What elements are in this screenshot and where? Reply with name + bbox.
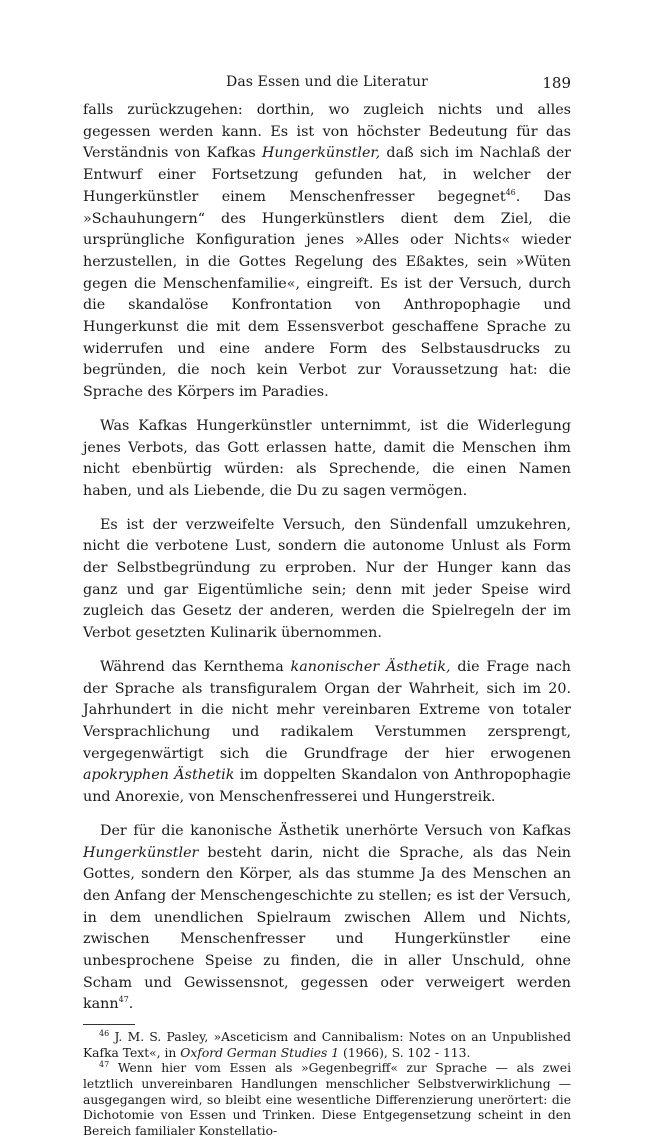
- body-text: [83, 100, 571, 1016]
- page-number: 189: [542, 74, 571, 92]
- footnotes: [83, 1024, 571, 1139]
- footnote-divider: [83, 1024, 135, 1025]
- emphasis-apokryphen-aesthetik: apokryphen Ästhetik: [83, 767, 235, 784]
- footnote-mark: 47: [99, 1060, 110, 1070]
- emphasis-kanonischer-aesthetik: kanonischer Ästhetik,: [290, 658, 451, 675]
- running-header: [83, 74, 571, 96]
- footnote-mark: 46: [99, 1029, 110, 1039]
- paragraph-3: Es ist der verzweifelte Versuch, den Sündenfall umzukehren, nicht die verbotene Lust, sondern die autonome Unlust als Form der Selbstbegründung zu erproben. Nur der Hunger kann das ganz und gar Eigentümliche sein; denn mit jeder Speise wird zugleich das Gesetz der anderen, werden die Spielregeln der im Verbot gesetzten Kulinarik übernommen.: [83, 516, 571, 642]
- journal-title: Oxford German Studies 1: [180, 1045, 340, 1060]
- paragraph-2: Was Kafkas Hungerkünstler unternimmt, ist die Widerlegung jenes Verbots, das Gott erlassen hatte, damit die Menschen ihm nicht ebenbürtig würden: als Sprechende, die einen Namen haben, und als Liebende, die Du zu sagen vermögen.: [83, 417, 571, 499]
- footnote-ref-46[interactable]: 46: [505, 188, 516, 198]
- work-title: Hungerkünstler,: [261, 145, 381, 162]
- book-page: [83, 74, 571, 1139]
- paragraph-1: falls zurückzugehen: dorthin, wo zugleich nichts und alles gegessen werden kann. Es ist von höchster Bedeutung für das Verständnis von Kafkas Hungerkünstler, daß sich im Nachlaß der Entwurf einer Fortsetzung gefunden hat, in welcher der Hungerkünstler einem Menschenfresser begegnet$^{46}$. Das »Schauhungern“ des Hungerkünstlers dient dem Ziel, die ursprüngliche Konfiguration jenes »Alles oder Nichts« wieder herzustellen, in die Gottes Regelung des Eßaktes, sein »Wüten gegen die Menschenfamilie«, eingreift. Es ist der Versuch, durch die skandalöse Konfrontation von Anthropophagie und Hungerkunst die mit dem Essensverbot geschaffene Sprache zu widerrufen und eine andere Form des Selbstausdrucks zu begründen, die noch kein Verbot zur Voraussetzung hat: die Sprache des Körpers im Paradies.: [83, 102, 572, 401]
- footnote-ref-47[interactable]: 47: [118, 995, 129, 1005]
- paragraph-4: Während das Kernthema kanonischer Ästhetik, die Frage nach der Sprache als transfiguralem Organ der Wahrheit, sich im 20. Jahrhundert in die nicht mehr vereinbaren Extreme von totaler Versprachlichung und radikalem Verstummen zersprengt, vergegenwärtigt sich die Grundfrage der hier erwogenen apokryphen Ästhetik im doppelten Skandalon von Anthropophagie und Anorexie, von Menschenfresserei und Hungerstreik.: [83, 658, 571, 806]
- footnote-47: $^{47}$ Wenn hier vom Essen als »Gegenbegriff« zur Sprache — als zwei letztlich unvereinbaren Handlungen menschlicher Selbstverwirklichung — ausgegangen wird, so bleibt eine wesentliche Differenzierung unerörtert: die Dichotomie von Essen und Trinken. Diese Entgegensetzung scheint in den Bereich familialer Konstellatio-: [83, 1060, 571, 1138]
- running-title: Das Essen und die Literatur: [226, 74, 428, 90]
- footnote-46: $^{46}$ J. M. S. Pasley, »Asceticism and Cannibalism: Notes on an Unpublished Kafka Text«, in Oxford German Studies 1 (1966), S. 102 - 113.: [83, 1029, 571, 1060]
- paragraph-5: Der für die kanonische Ästhetik unerhörte Versuch von Kafkas Hungerkünstler besteht darin, nicht die Sprache, als das Nein Gottes, sondern den Körper, als das stumme Ja des Menschen an den Anfang der Menschengeschichte zu stellen; es ist der Versuch, in dem unendlichen Spielraum zwischen Allem und Nichts, zwischen Menschenfresser und Hungerkünstler eine unbesprochene Speise zu finden, die in aller Unschuld, ohne Scham und Gewissensnot, gegessen oder verweigert werden kann$^{47}$.: [83, 822, 571, 1013]
- work-title: Hungerkünstler: [83, 844, 199, 861]
